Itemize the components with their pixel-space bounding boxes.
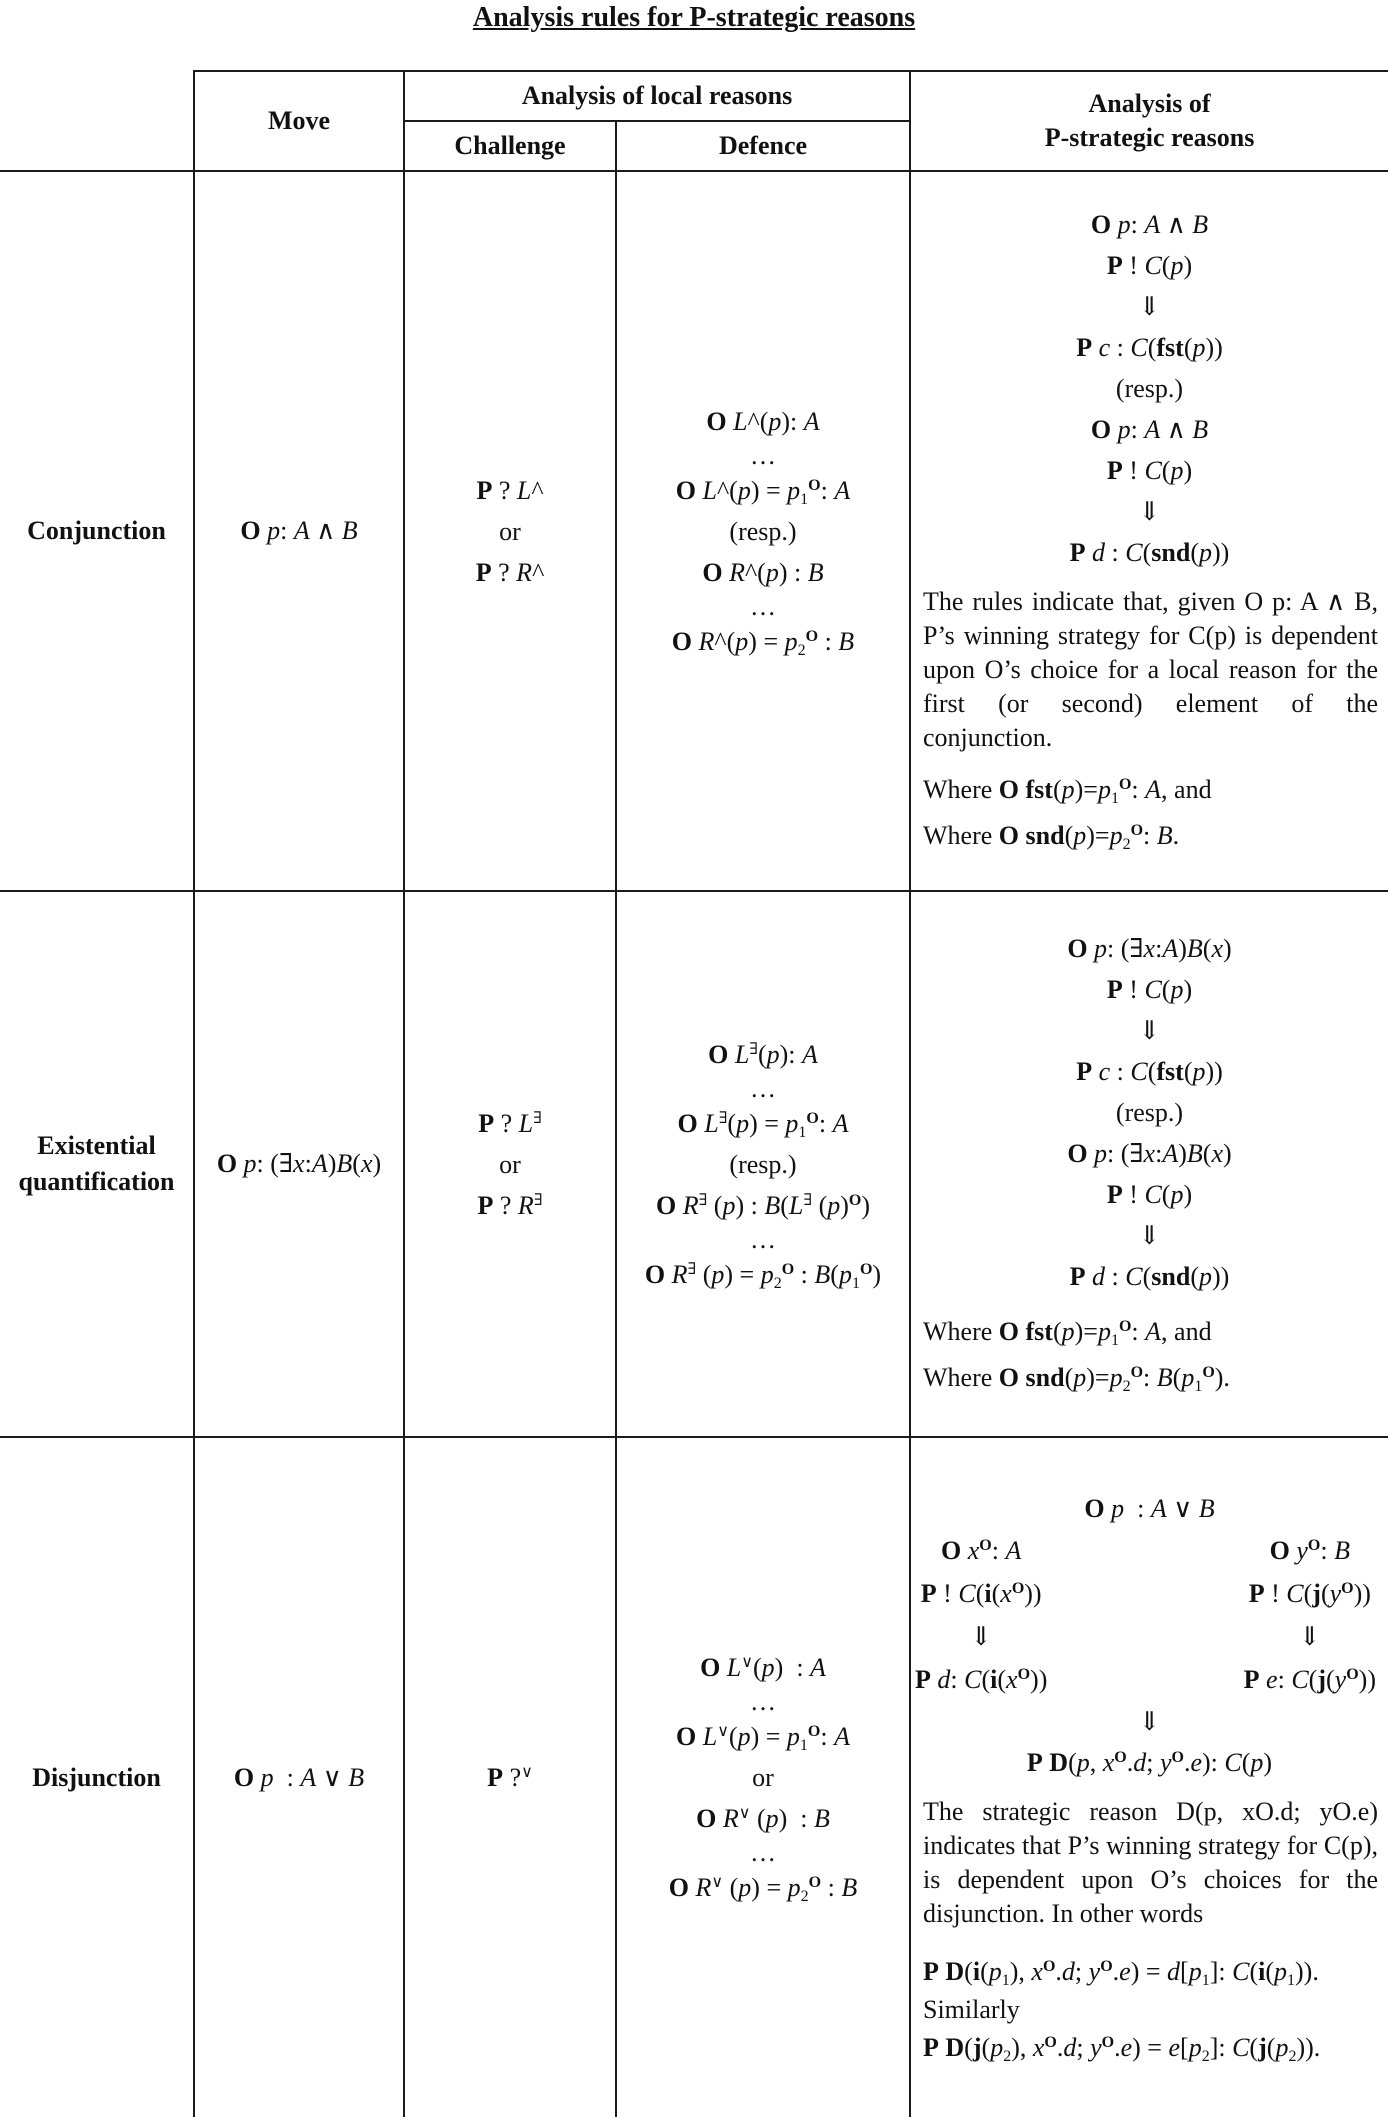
existential-strategic: O p: (∃x:A)B(x) P ! C(p) ⇓ P c : C(fst(p)) (resp.) O p: (∃x:A)B(x) P ! C(p) ⇓ P d : C(snd(p)) Where O $fst(p)=p_1^O$: A, and Where O $snd(p)=p_2^O$: $B(p_1^O)$. <box>910 891 1388 1437</box>
disjunction-move: O p : A ∨ B <box>194 1437 404 2117</box>
header-strategic-line-2: P-strategic reasons <box>1044 123 1255 152</box>
existential-defence: O L∃(p): A … O $L^\exists(p) = p_1^O$: A (resp.) O R∃ (p) : B(L∃ $(p)^O$) … O R∃ $(p) = p_2^O$ : $B(p_1^O)$ <box>616 891 910 1437</box>
disjunction-explanation: The strategic reason D(p, xO.d; yO.e) indicates that P’s winning strategy for C(p), is dependent upon O’s choices for the disjunction. In other words <box>923 1797 1378 1928</box>
conjunction-move: O p: A ∧ B <box>194 171 404 891</box>
disjunction-challenge: P ?∨ <box>404 1437 616 2117</box>
disjunction-strategic: O p : A ∨ B O $x^O$: A P ! $C(i(x^O))$ ⇓ P d: $C(i(x^O))$ O $y^O$: B P ! $C(j(y^O))$ ⇓ P e: $C(j(y^O))$ ⇓ P D(p, $x^O.d$; $y^O.e$): C(p) The strategic reason D(p, xO.d; yO.e) indicates that P’s winning strategy for C(p), is dependent upon O’s choices for the disjunction. In other words P $D(i(p_1)$, $x^O.d$; $y^O.e) = d[p_1]$: $C(i(p_1))$. Similarly P $D(j(p_2)$, $x^O.d$; $y^O.e) = e[p_2]$: $C(j(p_2))$. <box>910 1437 1388 2117</box>
conjunction-explanation: The rules indicate that, given O p: A ∧ B, P’s winning strategy for C(p) is dependent upon O’s choice for a local reason for the first (or second) element of the conjunction. <box>923 586 1378 752</box>
existential-label: Existential quantification <box>0 891 194 1437</box>
header-local-reasons: Analysis of local reasons <box>404 71 910 121</box>
header-blank-cell <box>0 71 194 171</box>
disjunction-label: Disjunction <box>0 1437 194 2117</box>
header-move: Move <box>194 71 404 171</box>
page-title: Analysis rules for P-strategic reasons <box>472 2 916 33</box>
row-disjunction <box>0 1437 1388 2117</box>
header-strategic-line-1: Analysis of <box>1088 89 1211 118</box>
header-strategic-reasons <box>910 71 1388 171</box>
row-existential <box>0 891 1388 1437</box>
conjunction-strategic: O p: A ∧ B P ! C(p) ⇓ P c : C(fst(p)) (resp.) O p: A ∧ B P ! C(p) ⇓ P d : C(snd(p)) The rules indicate that, given O p: A ∧ B, P’s winning strategy for C(p) is dependent upon O’s choice for a local reason for the first (or second) element of the conjunction. Where O $fst(p)=p_1^O$: A, and Where O $snd(p)=p_2^O$: B. <box>910 171 1388 891</box>
header-challenge: Challenge <box>404 121 616 171</box>
row-conjunction <box>0 171 1388 891</box>
disjunction-defence: O L∨(p) : A … O $L^\vee(p) = p_1^O$: A or O R∨ (p) : B … O R∨ $(p) = p_2^O$ : B <box>616 1437 910 2117</box>
conjunction-or: or <box>499 516 521 546</box>
conjunction-challenge: P ? L^ or P ? R^ <box>404 171 616 891</box>
conjunction-label: Conjunction <box>0 171 194 891</box>
existential-move: O p: (∃x:A)B(x) <box>194 891 404 1437</box>
conjunction-defence: O L^(p): A … O L^(p) = $p_1^O$: A (resp.) O R^(p) : B … O R^(p) = $p_2^O$ : B <box>616 171 910 891</box>
existential-challenge: P ? L∃ or P ? R∃ <box>404 891 616 1437</box>
analysis-rules-table <box>0 70 1388 2117</box>
header-defence: Defence <box>616 121 910 171</box>
